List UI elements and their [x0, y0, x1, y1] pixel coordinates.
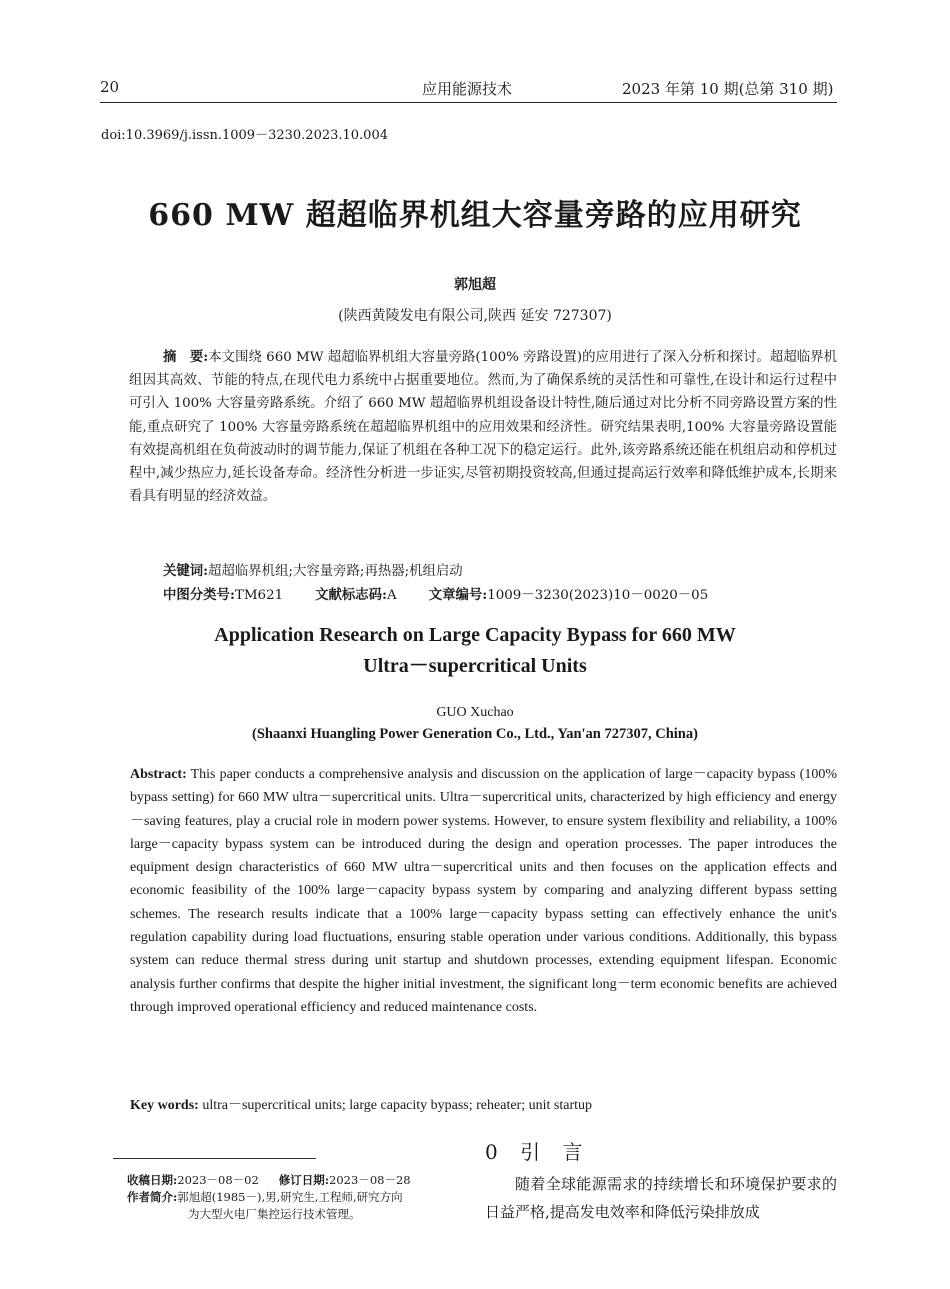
bio-line2: 为大型火电厂集控运行技术管理。	[188, 1207, 361, 1221]
intro-paragraph: 随着全球能源需求的持续增长和环境保护要求的日益严格,提高发电效率和降低污染排放成	[485, 1175, 837, 1221]
footnote-bio	[127, 1189, 457, 1223]
revised-date: 2023－08－28	[329, 1173, 411, 1187]
keywords-cn	[163, 560, 463, 579]
keywords-en-text: ultra－supercritical units; large capacity bypass; reheater; unit startup	[198, 1098, 592, 1113]
article-no-value: 1009－3230(2023)10－0020－05	[487, 588, 709, 603]
keywords-cn-label: 关键词:	[163, 563, 209, 579]
abstract-en-text: This paper conducts a comprehensive analysis and discussion on the application of large－capacity bypass (100% bypass setting) for 660 MW ultra－supercritical units. Ultra－supercritical units, characterized by high efficiency and energy－saving features, play a crucial role in modern power systems. However, to ensure system flexibility and reliability, a 100% large－capacity bypass system can be introduced during the design and operation processes. The paper introduces the equipment design characteristics of 660 MW ultra－supercritical units and then focuses on the application effects and economic feasibility of the 100% large－capacity bypass system by comparing and analyzing different bypass setting schemes. The research results indicate that a 100% large－capacity bypass setting can effectively enhance the unit's regulation capability during load fluctuations, ensuring stable operation under various conditions. Additionally, this bypass system can reduce thermal stress during unit startup and shutdown processes, extending equipment lifespan. Economic analysis further confirms that despite the higher initial investment, the significant long－term economic benefits are achieved through improved operational efficiency and reduced maintenance costs.	[130, 767, 837, 1015]
author-cn: 郭旭超	[454, 277, 496, 293]
abstract-en-label: Abstract:	[130, 767, 187, 782]
affiliation-cn: (陕西黄陵发电有限公司,陕西 延安 727307)	[338, 308, 612, 324]
keywords-en-label: Key words:	[130, 1098, 199, 1113]
bio-line1: 郭旭超(1985－),男,研究生,工程师,研究方向	[177, 1190, 403, 1204]
title-cn: 660 MW 超超临界机组大容量旁路的应用研究	[148, 198, 802, 233]
title-en	[0, 620, 950, 682]
keywords-en	[130, 1094, 592, 1114]
affiliation-en: (Shaanxi Huangling Power Generation Co., Ltd., Yan'an 727307, China)	[252, 726, 698, 742]
title-en-line1: Application Research on Large Capacity Bypass for 660 MW	[214, 624, 736, 646]
header-rule	[100, 102, 837, 103]
clc-value: TM621	[234, 588, 284, 603]
doc-code-value: A	[387, 588, 397, 603]
abstract-cn	[129, 346, 837, 508]
section-heading-intro: 0 引 言	[485, 1140, 591, 1164]
revised-label: 修订日期:	[278, 1173, 330, 1187]
article-no-label: 文章编号:	[428, 587, 488, 603]
author-en: GUO Xuchao	[436, 705, 514, 720]
bio-label: 作者简介:	[127, 1190, 178, 1204]
doi: doi:10.3969/j.issn.1009－3230.2023.10.004	[101, 128, 388, 143]
title-en-line2: Ultra－supercritical Units	[363, 655, 587, 677]
footnote-rule	[113, 1158, 316, 1159]
page-number: 20	[100, 78, 120, 96]
issue-info: 2023 年第 10 期(总第 310 期)	[622, 80, 834, 98]
abstract-cn-label: 摘 要:	[163, 349, 209, 365]
journal-name: 应用能源技术	[422, 80, 513, 98]
keywords-cn-text: 超超临界机组;大容量旁路;再热器;机组启动	[208, 564, 463, 579]
doc-code-label: 文献标志码:	[315, 587, 388, 603]
clc-label: 中图分类号:	[163, 587, 235, 603]
classification-row	[163, 584, 708, 603]
received-date: 2023－08－02	[177, 1173, 259, 1187]
abstract-cn-text: 本文围绕 660 MW 超超临界机组大容量旁路(100% 旁路设置)的应用进行了深入分析和探讨。超超临界机组因其高效、节能的特点,在现代电力系统中占据重要地位。然而,为了确保系统的灵活性和可靠性,在设计和运行过程中可引入 100% 大容量旁路系统。介绍了 660 MW 超超临界机组设备设计特性,随后通过对比分析不同旁路设置方案的性能,重点研究了 100% 大容量旁路系统在超超临界机组中的应用效果和经济性。研究结果表明,100% 大容量旁路设置能有效提高机组在负荷波动时的调节能力,保证了机组在各种工况下的稳定运行。此外,该旁路系统还能在机组启动和停机过程中,减少热应力,延长设备寿命。经济性分析进一步证实,尽管初期投资较高,但通过提高运行效率和降低维护成本,长期来看具有明显的经济效益。	[129, 350, 837, 505]
abstract-en	[130, 763, 837, 1019]
received-label: 收稿日期:	[127, 1173, 178, 1187]
footnote-dates	[127, 1172, 411, 1189]
